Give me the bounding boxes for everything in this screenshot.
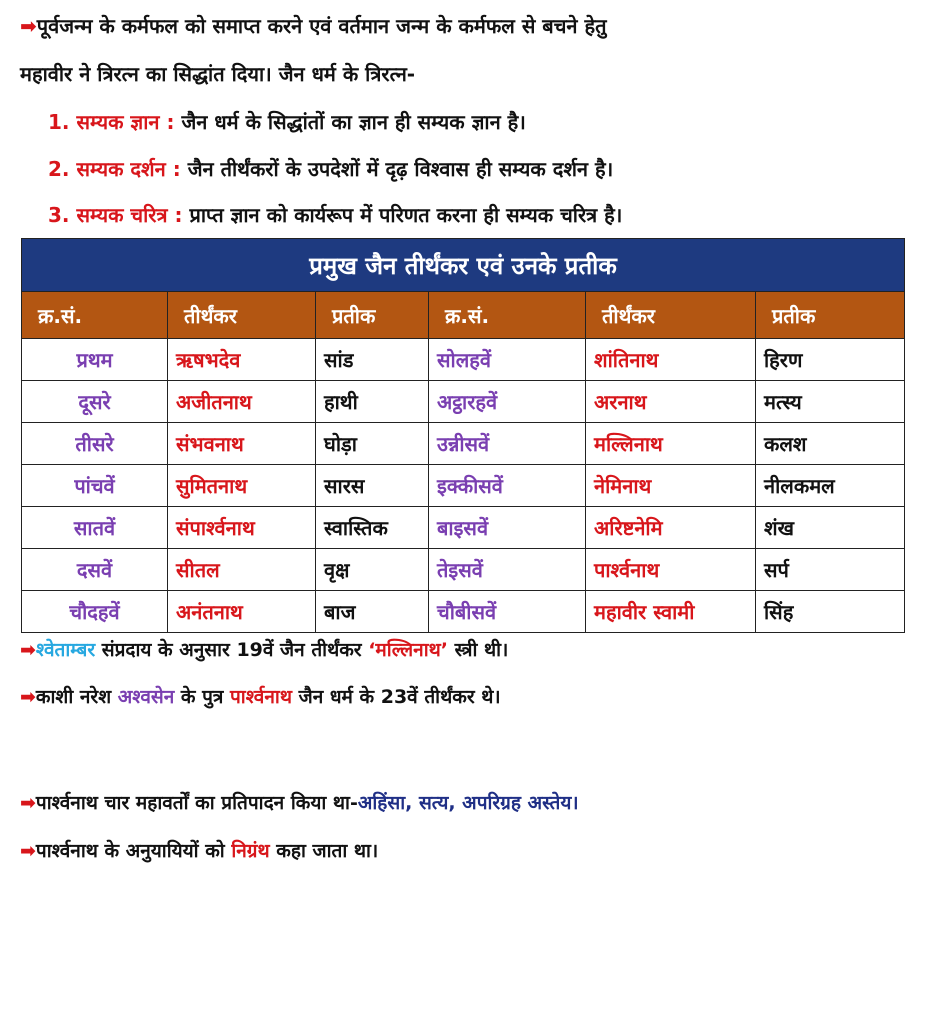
triratna-item-2: 2. सम्यक दर्शन : जैन तीर्थंकरों के उपदेशों में दृढ़ विश्वास ही सम्यक दर्शन है। <box>48 157 614 181</box>
header-symbol-2: प्रतीक <box>756 292 905 339</box>
right-arrow-icon: ➡ <box>20 792 36 814</box>
table-row: चौदहवें अनंतनाथ बाज चौबीसवें महावीर स्वामी सिंह <box>22 591 905 633</box>
header-symbol: प्रतीक <box>316 292 429 339</box>
triratna-item-1: 1. सम्यक ज्ञान : जैन धर्म के सिद्धांतों का ज्ञान ही सम्यक ज्ञान है। <box>48 110 526 134</box>
table-row: तीसरे संभवनाथ घोड़ा उन्नीसवें मल्लिनाथ कलश <box>22 423 905 465</box>
right-arrow-icon: ➡ <box>20 840 36 862</box>
header-tirthankar: तीर्थंकर <box>168 292 316 339</box>
right-arrow-icon: ➡ <box>20 639 36 661</box>
intro-line-2: महावीर ने त्रिरत्न का सिद्धांत दिया। जैन धर्म के त्रिरत्न- <box>20 62 416 86</box>
header-serial-2: क्र.सं. <box>429 292 586 339</box>
header-tirthankar-2: तीर्थंकर <box>586 292 756 339</box>
table-row: सातवें संपार्श्वनाथ स्वास्तिक बाइसवें अरिष्टनेमि शंख <box>22 507 905 549</box>
table-row: दूसरे अजीतनाथ हाथी अट्ठारहवें अरनाथ मत्स्य <box>22 381 905 423</box>
table-row: दसवें सीतल वृक्ष तेइसवें पार्श्वनाथ सर्प <box>22 549 905 591</box>
fact-nirgranth: ➡पार्श्वनाथ के अनुयायियों को निग्रंथ कहा जाता था। <box>20 840 379 862</box>
right-arrow-icon: ➡ <box>20 14 37 38</box>
tirthankar-table <box>21 238 905 633</box>
table-header-row <box>22 292 905 339</box>
triratna-item-3: 3. सम्यक चरित्र : प्राप्त ज्ञान को कार्यरूप में परिणत करना ही सम्यक चरित्र है। <box>48 203 623 227</box>
table-row: पांचवें सुमितनाथ सारस इक्कीसवें नेमिनाथ नीलकमल <box>22 465 905 507</box>
right-arrow-icon: ➡ <box>20 686 36 708</box>
fact-shvetambar: ➡श्वेताम्बर संप्रदाय के अनुसार 19वें जैन तीर्थंकर ‘मल्लिनाथ’ स्त्री थी। <box>20 639 509 661</box>
header-serial: क्र.सं. <box>22 292 168 339</box>
fact-parshvanath-father: ➡काशी नरेश अश्वसेन के पुत्र पार्श्वनाथ जैन धर्म के 23वें तीर्थंकर थे। <box>20 686 501 708</box>
table-row: प्रथम ऋषभदेव सांड सोलहवें शांतिनाथ हिरण <box>22 339 905 381</box>
intro-line-1: ➡पूर्वजन्म के कर्मफल को समाप्त करने एवं वर्तमान जन्म के कर्मफल से बचने हेतु <box>20 14 607 38</box>
fact-mahavrat: ➡पार्श्वनाथ चार महावर्तों का प्रतिपादन किया था-अहिंसा, सत्य, अपरिग्रह अस्तेय। <box>20 792 579 814</box>
table-title: प्रमुख जैन तीर्थंकर एवं उनके प्रतीक <box>22 239 905 292</box>
